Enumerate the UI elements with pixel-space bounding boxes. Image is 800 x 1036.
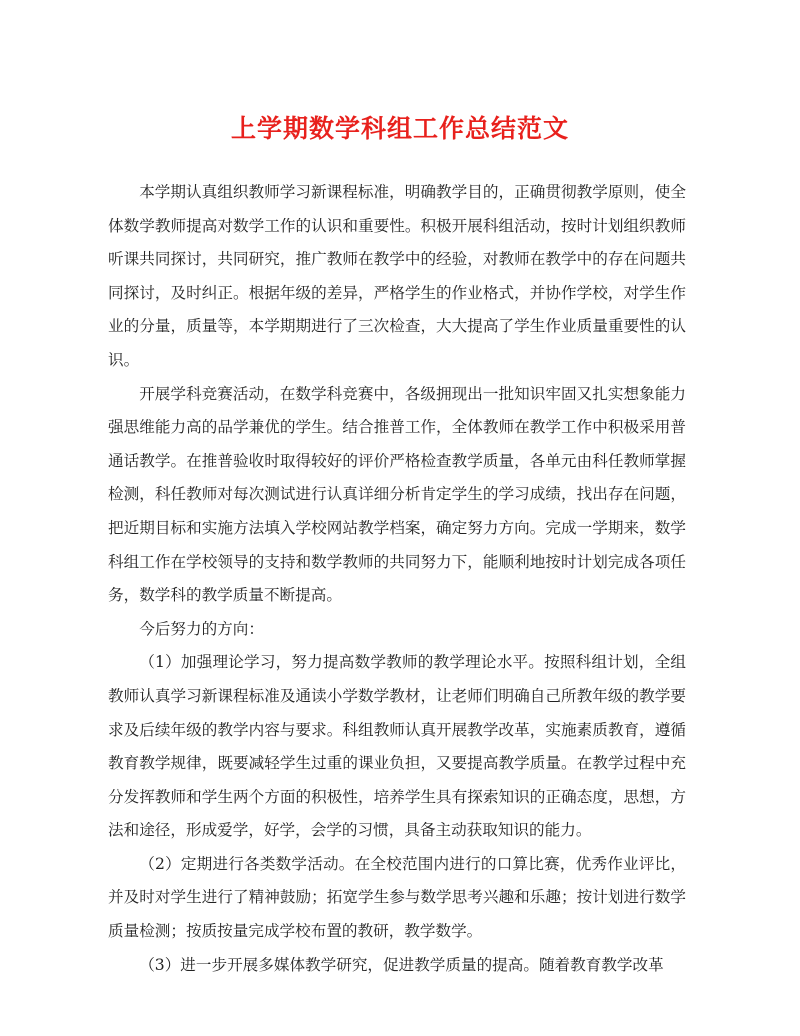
paragraph-6: （3）进一步开展多媒体教学研究，促进教学质量的提高。随着教育教学改革 [139,955,664,974]
paragraph-2: 开展学科竞赛活动，在数学科竞赛中，各级拥现出一批知识牢固又扎实想象能力强思维能力高的品学兼优的学生。结合推普工作，全体教师在教学工作中积极采用普通话教学。在推普验收时取得较好的评价严格检查教学质量，各单元由科任教师掌握检测，科任教师对每次测试进行认真详细分析肯定学生的学习成绩，找出存在问题，把近期目标和实施方法填入学校网站教学档案，确定努力方向。完成一学期来，数学科组工作在学校领导的支持和数学教师的共同努力下，能顺利地按时计划完成各项任务，数学科的教学质量不断提高。 [108,384,686,605]
document-title: 上学期数学科组工作总结范文 [230,114,569,143]
paragraph-5: （2）定期进行各类数学活动。在全校范围内进行的口算比赛，优秀作业评比，并及时对学生进行了精神鼓励；拓宽学生参与数学思考兴趣和乐趣；按计划进行数学质量检测；按质按量完成学校布置的教研，教学数学。 [108,854,686,941]
paragraph-3: 今后努力的方向： [139,619,264,638]
paragraph-1: 本学期认真组织教师学习新课程标准，明确教学目的，正确贯彻教学原则，使全体数学教师提高对数学工作的认识和重要性。积极开展科组活动，按时计划组织教师听课共同探讨，共同研究，推广教师在教学中的经验，对教师在教学中的存在问题共同探讨，及时纠正。根据年级的差异，严格学生的作业格式，并协作学校，对学生作业的分量，质量等，本学期期进行了三次检查，大大提高了学生作业质量重要性的认识。 [108,183,686,369]
paragraph-4: （1）加强理论学习，努力提高数学教师的教学理论水平。按照科组计划，全组教师认真学习新课程标准及通读小学数学教材，让老师们明确自己所教年级的教学要求及后续年级的教学内容与要求。科组教师认真开展教学改革，实施素质教育，遵循教育教学规律，既要减轻学生过重的课业负担，又要提高教学质量。在教学过程中充分发挥教师和学生两个方面的积极性，培养学生具有探索知识的正确态度，思想，方法和途径，形成爱学，好学，会学的习惯，具备主动获取知识的能力。 [108,653,686,840]
document-body [108,176,686,982]
